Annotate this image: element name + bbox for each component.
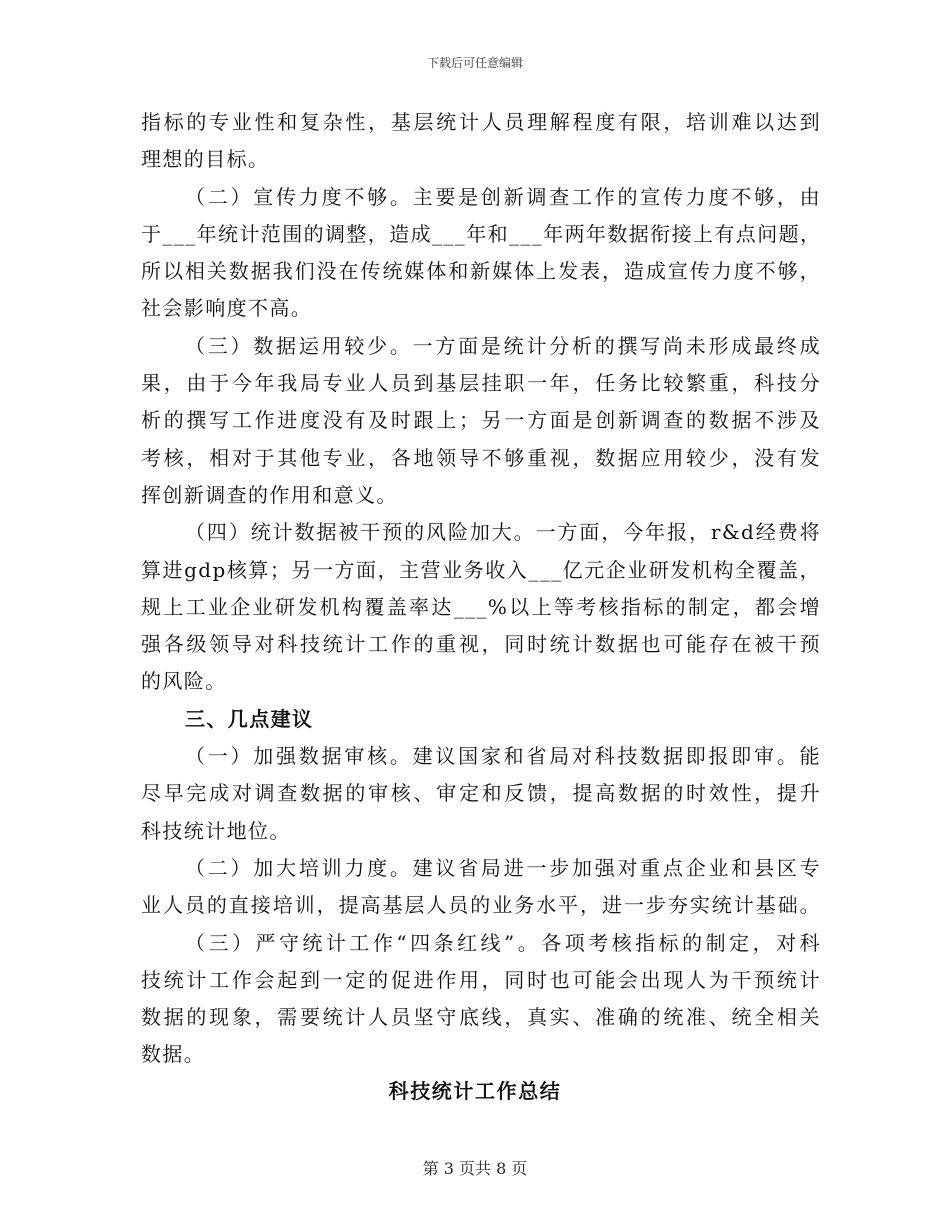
section-heading: 三、几点建议 bbox=[185, 706, 314, 731]
body-line: 理想的目标。 bbox=[141, 147, 270, 172]
body-line: 于___年统计范围的调整，造成___年和___年两年数据衔接上有点问题， bbox=[141, 221, 821, 246]
body-line: 规上工业企业研发机构覆盖率达___%以上等考核指标的制定，都会增 bbox=[141, 594, 821, 619]
body-line: 的风险。 bbox=[141, 669, 227, 694]
body-line: 业人员的直接培训，提高基层人员的业务水平，进一步夯实统计基础。 bbox=[141, 893, 821, 918]
body-line: （四）统计数据被干预的风险加大。一方面，今年报，r&d经费将 bbox=[185, 520, 821, 545]
document-body bbox=[141, 104, 821, 1074]
body-line: 强各级领导对科技统计工作的重视，同时统计数据也可能存在被干预 bbox=[141, 632, 821, 657]
body-line: （一）加强数据审核。建议国家和省局对科技数据即报即审。能 bbox=[185, 744, 821, 769]
body-line: 果，由于今年我局专业人员到基层挂职一年，任务比较繁重，科技分 bbox=[141, 371, 821, 396]
document-title: 科技统计工作总结 bbox=[388, 1079, 562, 1103]
body-line: 科技统计地位。 bbox=[141, 818, 291, 843]
body-line: （三）严守统计工作“四条红线”。各项考核指标的制定，对科 bbox=[185, 930, 821, 955]
body-line: 数据的现象，需要统计人员坚守底线，真实、准确的统准、统全相关 bbox=[141, 1005, 821, 1030]
body-line: （三）数据运用较少。一方面是统计分析的撰写尚未形成最终成 bbox=[185, 333, 821, 358]
body-line: 技统计工作会起到一定的促进作用，同时也可能会出现人为干预统计 bbox=[141, 967, 821, 992]
body-line: 析的撰写工作进度没有及时跟上；另一方面是创新调查的数据不涉及 bbox=[141, 408, 821, 433]
body-line: 尽早完成对调查数据的审核、审定和反馈，提高数据的时效性，提升 bbox=[141, 781, 821, 806]
body-line: 算进gdp核算；另一方面，主营业务收入___亿元企业研发机构全覆盖， bbox=[141, 557, 821, 582]
body-line: （二）宣传力度不够。主要是创新调查工作的宣传力度不够，由 bbox=[185, 184, 821, 209]
body-line: 社会影响度不高。 bbox=[141, 296, 313, 321]
body-line: 挥创新调查的作用和意义。 bbox=[141, 482, 398, 507]
body-line: 数据。 bbox=[141, 1042, 206, 1067]
header-note: 下载后可任意编辑 bbox=[426, 56, 523, 70]
page-number: 第 3 页共 8 页 bbox=[422, 1159, 528, 1178]
body-line: （二）加大培训力度。建议省局进一步加强对重点企业和县区专 bbox=[185, 855, 821, 880]
body-line: 所以相关数据我们没在传统媒体和新媒体上发表，造成宣传力度不够， bbox=[141, 259, 821, 284]
body-line: 指标的专业性和复杂性，基层统计人员理解程度有限，培训难以达到 bbox=[141, 110, 821, 134]
body-line: 考核，相对于其他专业，各地领导不够重视，数据应用较少，没有发 bbox=[141, 445, 821, 470]
